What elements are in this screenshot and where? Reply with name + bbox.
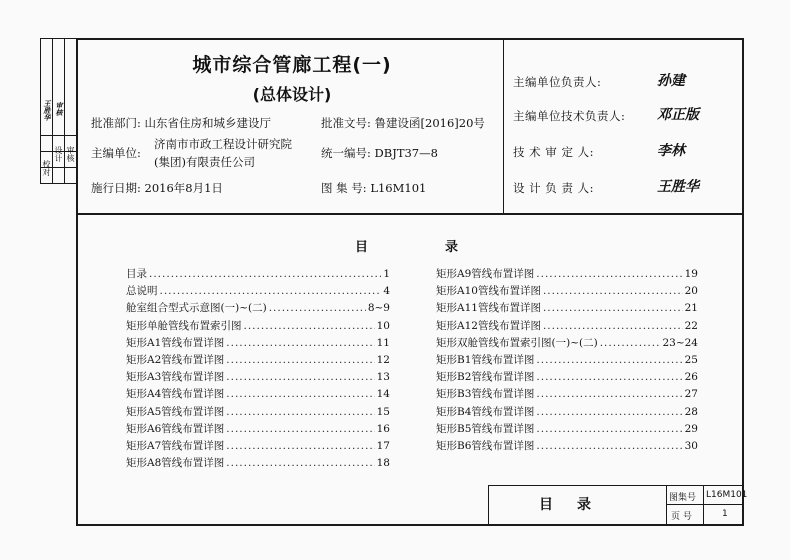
editor-unit-label: 主编单位: <box>91 146 141 160</box>
signature-label-design: 设 计 负 责 人: <box>513 181 594 195</box>
toc-entry-page: 22 <box>684 319 698 332</box>
toc-leader-dots <box>160 283 382 300</box>
toc-entry-title: 矩形B3管线布置详图 <box>436 388 535 401</box>
toc-entry-title: 矩形A8管线布置详图 <box>126 457 225 470</box>
toc-left-column <box>126 266 390 472</box>
toc-entry-page: 21 <box>684 302 698 315</box>
approval-dept-label: 批准部门: <box>91 116 141 130</box>
toc-entry-page: 10 <box>376 319 390 332</box>
toc-entry <box>436 352 698 369</box>
signature-label-tech: 主编单位技术负责人: <box>513 109 626 123</box>
toc-entry-page: 12 <box>376 353 390 366</box>
atlas-number-label: 图 集 号: <box>321 181 367 195</box>
toc-leader-dots <box>226 386 374 403</box>
footer-atlas-label: 图集号 <box>669 493 697 503</box>
toc-entry <box>126 404 390 421</box>
header-divider <box>76 213 744 215</box>
toc-entry-page: 30 <box>684 439 698 452</box>
binding-label-design: 设计 <box>54 146 63 162</box>
binding-signature-2: 审核 <box>55 102 63 116</box>
toc-entry-title: 矩形A12管线布置详图 <box>436 319 541 332</box>
toc-leader-dots <box>543 318 683 335</box>
toc-entry <box>126 266 390 283</box>
signature-mark-tech: 邓正版 <box>657 107 699 123</box>
approval-dept <box>91 115 271 131</box>
toc-entry <box>126 283 390 300</box>
toc-entry-page: 13 <box>376 371 390 384</box>
toc-entry-title: 矩形A4管线布置详图 <box>126 388 225 401</box>
editor-unit-line-1: 济南市市政工程设计研究院 <box>154 137 292 151</box>
footer-page-label: 页 号 <box>671 512 692 522</box>
toc-leader-dots <box>226 438 374 455</box>
toc-right-column <box>436 266 698 455</box>
toc-heading-right: 录 <box>445 240 459 255</box>
toc-leader-dots <box>226 352 374 369</box>
toc-entry <box>436 266 698 283</box>
toc-leader-dots <box>536 404 682 421</box>
toc-entry-page: 20 <box>684 285 698 298</box>
approval-doc-label: 批准文号: <box>321 116 371 130</box>
toc-entry <box>126 300 390 317</box>
toc-entry <box>436 421 698 438</box>
toc-entry <box>126 318 390 335</box>
editor-unit <box>91 145 141 161</box>
toc-entry-title: 矩形B2管线布置详图 <box>436 371 535 384</box>
toc-entry-title: 矩形单舱管线布置索引图 <box>126 319 242 332</box>
toc-leader-dots <box>244 318 375 335</box>
toc-entry-title: 矩形A2管线布置详图 <box>126 353 225 366</box>
signature-mark-review: 李林 <box>657 143 685 159</box>
signature-label-chief: 主编单位负责人: <box>513 75 602 89</box>
toc-entry <box>436 283 698 300</box>
toc-entry-title: 矩形B6管线布置详图 <box>436 439 535 452</box>
approval-doc-value: 鲁建设函[2016]20号 <box>374 116 485 130</box>
toc-entry <box>436 404 698 421</box>
toc-entry-title: 矩形A10管线布置详图 <box>436 285 541 298</box>
toc-entry <box>126 335 390 352</box>
binding-label-review: 审核 <box>66 146 75 162</box>
binding-signature-1: 王胜华 <box>43 100 51 121</box>
atlas-number <box>321 180 426 196</box>
toc-entry <box>126 455 390 472</box>
toc-entry-title: 舱室组合型式示意图(一)~(二) <box>126 302 267 315</box>
toc-entry-page: 11 <box>376 336 390 349</box>
toc-entry-page: 8~9 <box>367 302 390 315</box>
toc-entry-title: 矩形A5管线布置详图 <box>126 405 225 418</box>
toc-entry <box>126 421 390 438</box>
toc-entry <box>126 386 390 403</box>
toc-leader-dots <box>226 335 374 352</box>
footer-inner-line <box>703 485 704 526</box>
toc-entry-page: 29 <box>684 422 698 435</box>
toc-leader-dots <box>226 421 374 438</box>
toc-entry <box>436 438 698 455</box>
toc-leader-dots <box>269 300 366 317</box>
approval-doc <box>321 115 485 131</box>
toc-entry <box>436 386 698 403</box>
footer-row-line <box>666 504 744 505</box>
toc-entry <box>126 369 390 386</box>
toc-entry-page: 26 <box>684 371 698 384</box>
footer-page-value: 1 <box>722 509 728 519</box>
toc-leader-dots <box>536 386 682 403</box>
page-title: 城市综合管廊工程(一) <box>192 54 392 76</box>
toc-entry-title: 矩形双舱管线布置索引图(一)~(二) <box>436 336 598 349</box>
toc-leader-dots <box>536 421 682 438</box>
toc-entry-page: 1 <box>383 268 390 280</box>
toc-leader-dots <box>536 352 682 369</box>
toc-entry-title: 矩形A7管线布置详图 <box>126 439 225 452</box>
toc-entry-page: 19 <box>684 268 698 280</box>
toc-entry-title: 矩形A11管线布置详图 <box>436 302 541 315</box>
toc-entry-page: 27 <box>684 388 698 401</box>
toc-entry-title: 矩形B4管线布置详图 <box>436 405 535 418</box>
unified-code-value: DBJT37—8 <box>374 146 438 160</box>
page-subtitle: (总体设计) <box>252 85 332 104</box>
toc-entry <box>436 318 698 335</box>
signature-mark-chief: 孙建 <box>657 73 685 89</box>
toc-entry-page: 25 <box>684 353 698 366</box>
toc-entry-page: 14 <box>376 388 390 401</box>
approval-dept-value: 山东省住房和城乡建设厅 <box>144 116 272 130</box>
toc-entry-page: 17 <box>376 439 390 452</box>
toc-leader-dots <box>536 369 682 386</box>
toc-entry-title: 矩形A3管线布置详图 <box>126 371 225 384</box>
toc-entry-page: 28 <box>684 405 698 418</box>
effective-date <box>91 180 223 196</box>
footer-title: 目录 <box>539 497 615 513</box>
toc-entry-page: 4 <box>383 285 390 298</box>
atlas-number-value: L16M101 <box>370 181 427 195</box>
toc-entry-page: 18 <box>376 457 390 470</box>
toc-entry-page: 16 <box>376 422 390 435</box>
toc-entry <box>436 335 698 352</box>
toc-entry <box>436 300 698 317</box>
toc-leader-dots <box>226 455 374 472</box>
toc-entry <box>126 352 390 369</box>
toc-leader-dots <box>600 335 661 352</box>
toc-leader-dots <box>543 283 683 300</box>
binding-label-check: 校对 <box>42 160 51 176</box>
toc-heading-left: 目 <box>355 240 369 255</box>
signature-label-review: 技 术 审 定 人: <box>513 145 594 159</box>
footer-mid-line <box>666 485 667 526</box>
editor-unit-line-2: (集团)有限责任公司 <box>154 155 255 169</box>
toc-entry-title: 总说明 <box>126 285 158 298</box>
toc-leader-dots <box>536 438 682 455</box>
unified-code <box>321 145 438 161</box>
toc-leader-dots <box>149 266 381 283</box>
signature-mark-design: 王胜华 <box>657 179 699 195</box>
effective-date-label: 施行日期: <box>91 181 141 195</box>
unified-code-label: 统一编号: <box>321 146 371 160</box>
toc-leader-dots <box>543 300 683 317</box>
toc-entry-page: 23~24 <box>662 336 698 349</box>
toc-leader-dots <box>226 404 374 421</box>
toc-entry-title: 矩形A6管线布置详图 <box>126 422 225 435</box>
effective-date-value: 2016年8月1日 <box>144 181 223 195</box>
toc-entry-title: 矩形B1管线布置详图 <box>436 353 535 366</box>
toc-entry-page: 15 <box>376 405 390 418</box>
toc-entry <box>436 369 698 386</box>
toc-leader-dots <box>226 369 374 386</box>
toc-entry-title: 矩形A1管线布置详图 <box>126 336 225 349</box>
toc-leader-dots <box>536 266 682 283</box>
footer-atlas-value: L16M101 <box>706 490 748 500</box>
toc-entry-title: 矩形A9管线布置详图 <box>436 268 535 280</box>
toc-entry <box>126 438 390 455</box>
toc-entry-title: 目录 <box>126 268 147 280</box>
toc-entry-title: 矩形B5管线布置详图 <box>436 422 535 435</box>
